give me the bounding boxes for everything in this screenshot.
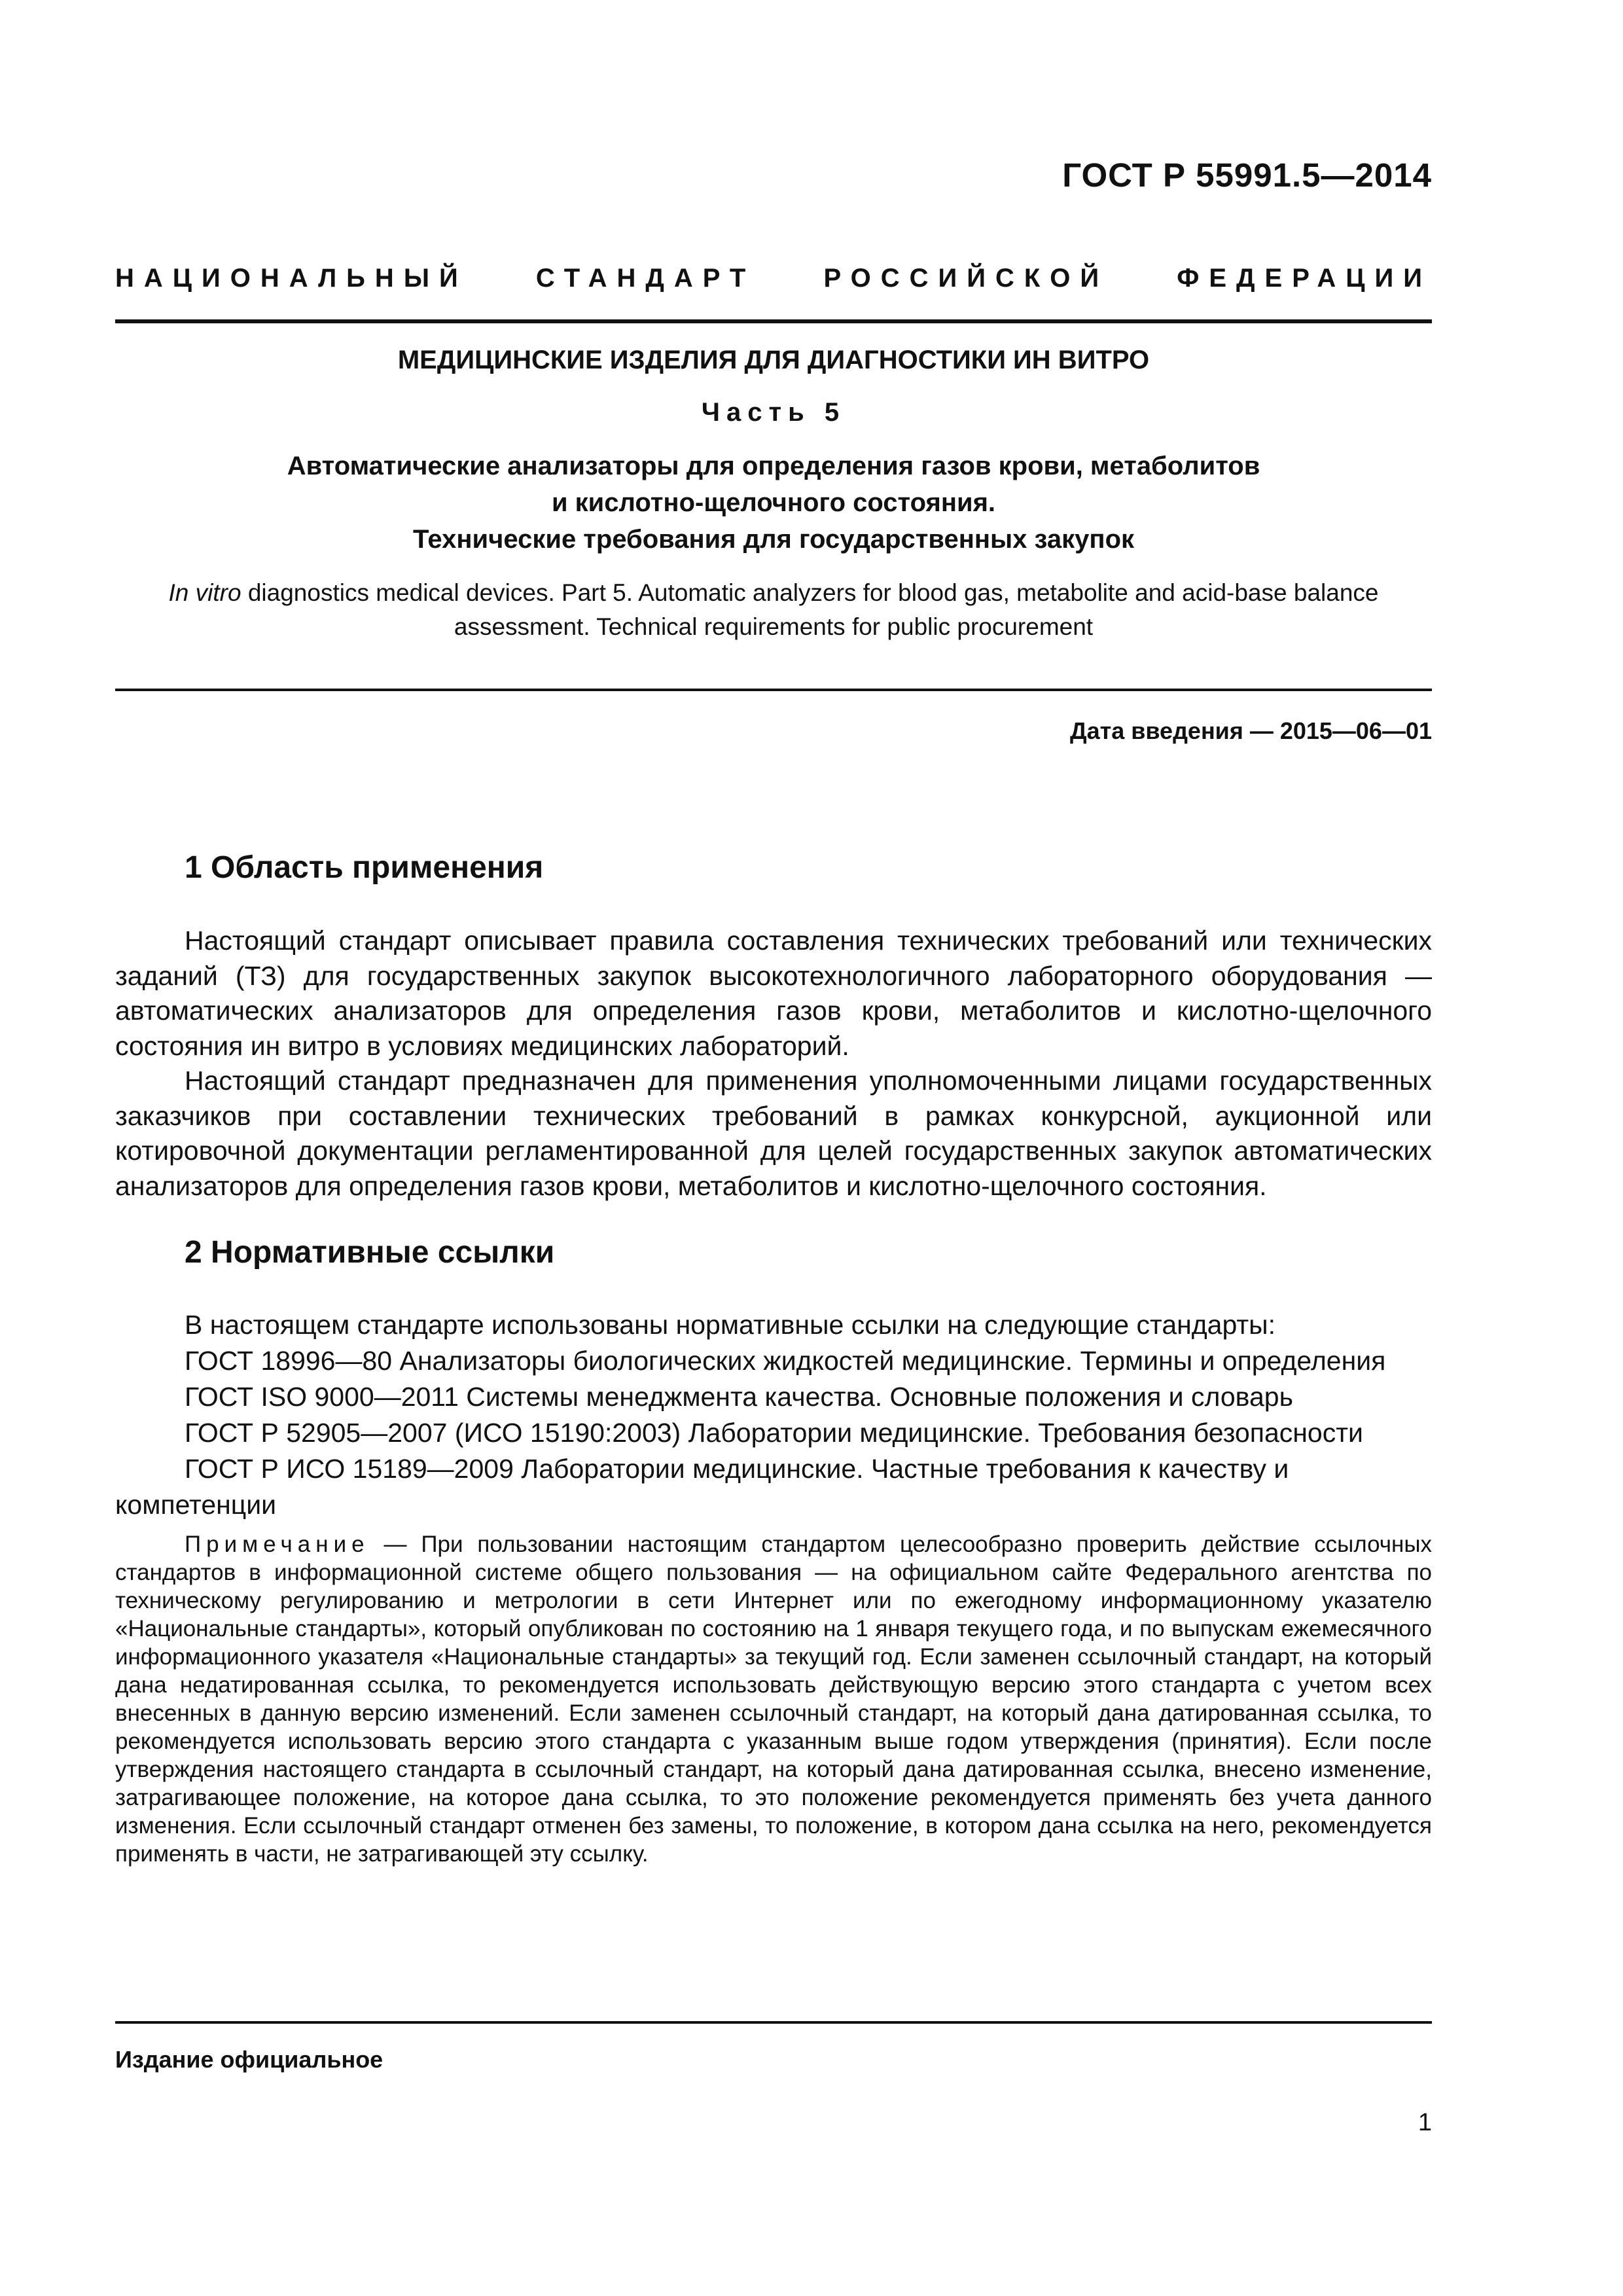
note-label: Примечание <box>185 1532 370 1557</box>
national-standard-banner <box>115 264 1432 293</box>
footer-divider <box>115 2021 1432 2024</box>
subtitle-line: и кислотно-щелочного состояния. <box>551 488 996 517</box>
banner-word: НАЦИОНАЛЬНЫЙ <box>115 264 468 293</box>
note-paragraph <box>115 1530 1432 1868</box>
references-lead: В настоящем стандарте использованы нормативные ссылки на следующие стандарты: <box>185 1310 1276 1340</box>
section-1-heading: 1 Область применения <box>185 850 544 885</box>
standard-designation: ГОСТ Р 55991.5—2014 <box>1062 156 1432 194</box>
official-edition-label: Издание официальное <box>115 2046 383 2073</box>
note-block <box>115 1530 1432 1868</box>
section-1-body <box>115 924 1432 1204</box>
title-divider <box>115 689 1432 691</box>
introduction-date: Дата введения — 2015—06—01 <box>1069 717 1432 744</box>
normative-references <box>115 1307 1432 1523</box>
note-text: — При пользовании настоящим стандартом целесообразно проверить действие ссылочных стандартов в информационной системе общего пользования — на официальном сайте Федерального агентства по техническому регулированию и метрологии в сети Интернет или по ежегодному информационному указателю «Национальные стандарты», который опубликован по состоянию на 1 января текущего года, и по выпускам ежемесячного информационного указателя «Национальные стандарты» за текущий год. Если заменен ссылочный стандарт, на который дана недатированная ссылка, то рекомендуется использовать действующую версию этого стандарта с учетом всех внесенных в данную версию изменений. Если заменен ссылочный стандарт, на который дана датированная ссылка, то рекомендуется использовать версию этого стандарта с указанным выше годом утверждения (принятия). Если после утверждения настоящего стандарта в ссылочный стандарт, на который дана датированная ссылка, внесено изменение, затрагивающее положение, на которое дана ссылка, то это положение рекомендуется применять без учета данного изменения. Если ссылочный стандарт отменен без замены, то положение, в котором дана ссылка на него, рекомендуется применять в части, не затрагивающей эту ссылку. <box>115 1532 1432 1867</box>
banner-word: СТАНДАРТ <box>535 264 756 293</box>
english-title-line <box>115 576 1432 610</box>
paragraph: Настоящий стандарт предназначен для применения уполномоченными лицами государственных заказчиков при составлении технических требований в рамках конкурсной, аукционной или котировочной документации регламентированной для целей государственных закупок автоматических анализаторов для определения газов крови, метаболитов и кислотно-щелочного состояния. <box>115 1066 1432 1201</box>
reference-item: ГОСТ Р 52905—2007 (ИСО 15190:2003) Лаборатории медицинские. Требования безопасности <box>185 1418 1363 1448</box>
reference-item: ГОСТ ISO 9000—2011 Системы менеджмента качества. Основные положения и словарь <box>185 1382 1293 1412</box>
reference-item: ГОСТ 18996—80 Анализаторы биологических жидкостей медицинские. Термины и определения <box>185 1346 1386 1376</box>
subtitle-line: Автоматические анализаторы для определения газов крови, метаболитов <box>287 452 1260 480</box>
part-number: Часть 5 <box>701 398 846 427</box>
banner-word: РОССИЙСКОЙ <box>823 264 1109 293</box>
paragraph: Настоящий стандарт описывает правила составления технических требований или технических заданий (ТЗ) для государственных закупок высокотехнологичного лабораторного оборудования — автоматических анализаторов для определения газов крови, метаболитов и кислотно-щелочного состояния ин витро в условиях медицинских лабораторий. <box>115 925 1432 1061</box>
english-title <box>115 576 1432 644</box>
reference-item: ГОСТ Р ИСО 15189—2009 Лаборатории медицинские. Частные требования к качеству и компетенции <box>115 1454 1289 1520</box>
document-subtitle <box>115 448 1432 558</box>
english-title-italic: In vitro <box>168 579 241 606</box>
header-divider <box>115 319 1432 323</box>
section-2-heading: 2 Нормативные ссылки <box>185 1235 555 1270</box>
page-number: 1 <box>1418 2109 1432 2136</box>
banner-word: ФЕДЕРАЦИИ <box>1177 264 1432 293</box>
document-title: МЕДИЦИНСКИЕ ИЗДЕЛИЯ ДЛЯ ДИАГНОСТИКИ ИН ВИТРО <box>397 346 1150 374</box>
subtitle-line: Технические требования для государственных закупок <box>412 525 1135 554</box>
english-title-text: diagnostics medical devices. Part 5. Automatic analyzers for blood gas, metabolite and acid-base balance <box>241 579 1379 606</box>
english-title-line: assessment. Technical requirements for public procurement <box>454 613 1094 640</box>
